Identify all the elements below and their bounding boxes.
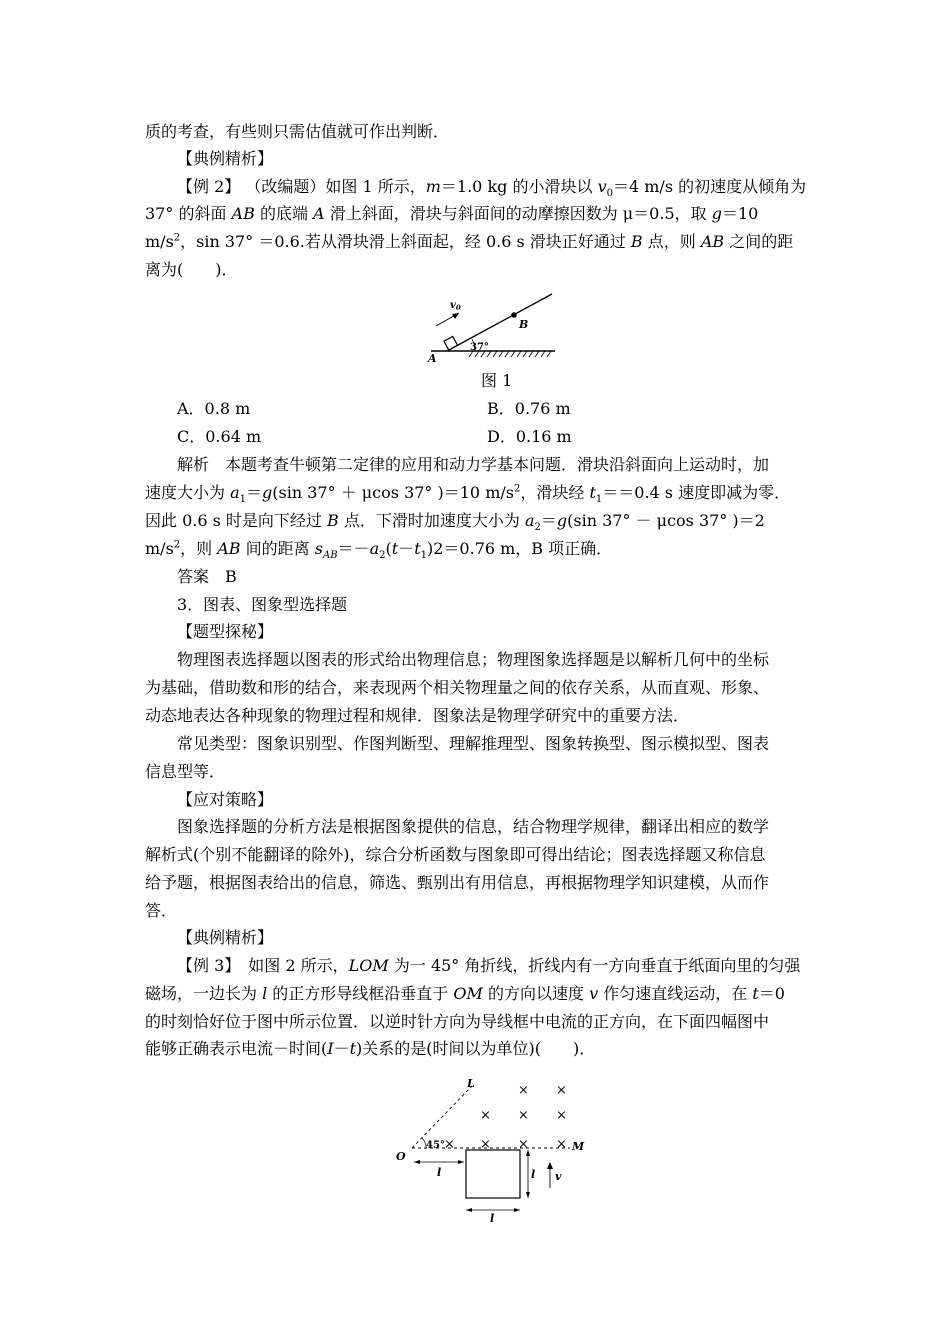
B-label: B [519, 318, 529, 331]
paragraph-line: 答． [145, 901, 178, 920]
cross-mark: × [444, 1137, 455, 1152]
answer-line: 答案 B [177, 567, 237, 586]
cross-mark: × [480, 1137, 491, 1152]
example3-line2: 磁场，一边长为 l 的正方形导线框沿垂直于 OM 的方向以速度 v 作匀速直线运动，在 t＝0 [145, 984, 785, 1003]
paragraph-line: 动态地表达各种现象的物理过程和规律．图象法是物理学研究中的重要方法． [145, 706, 690, 725]
L-label: L [467, 1077, 475, 1090]
paragraph-line: 图象选择题的分析方法是根据图象提供的信息，结合物理学规律，翻译出相应的数学 [177, 817, 770, 836]
square-loop [466, 1150, 520, 1198]
A-label: A [428, 352, 437, 365]
O-label: O [396, 1150, 406, 1163]
solution-line2: 速度大小为 $a_1=g(\sin$ 37° ＋ μcos 37° )＝10 $m/s^2$，滑块经 $t_1==0.4$ s 速度即减为零． [145, 483, 791, 506]
angle-label: 37° [470, 342, 489, 353]
angle-label: 45° [426, 1140, 445, 1151]
paragraph-line: 常见类型：图象识别型、作图判断型、理解推理型、图象转换型、图示模拟型、图表 [177, 734, 770, 753]
paragraph-line: 给予题，根据图表给出的信息，筛选、甄别出有用信息，再根据物理学知识建模，从而作 [145, 873, 770, 892]
example2-line2: 37° 的斜面 AB 的底端 A 滑上斜面，滑块与斜面间的动摩擦因数为 μ＝0.5，取 g＝10 [145, 204, 759, 223]
v-label: v [555, 1170, 562, 1183]
example3-line1: 【例 3】 如图 2 所示，LOM 为一 45° 角折线，折线内有一方向垂直于纸面向里的匀强 [177, 956, 801, 975]
example3-line4: 能够正确表示电流－时间(I－t)关系的是(时间以为单位)( )． [145, 1039, 596, 1058]
example2-line3: $m/s^2$，sin 37° ＝0.6.若从滑块滑上斜面起，经 0.6 s 滑块正好通过 B 点，则 AB 之间的距 [145, 232, 794, 251]
l-label-left: l [437, 1166, 442, 1179]
figure1-caption: 图 1 [481, 371, 513, 390]
example2-line4: 离为( )． [145, 260, 238, 279]
section-heading: 【典例精析】 [177, 149, 274, 168]
cross-mark: × [556, 1083, 567, 1098]
l-label-right: l [531, 1168, 536, 1181]
paragraph-line: 信息型等． [145, 762, 226, 781]
example2-line1: 【例 2】 （改编题）如图 1 所示，m＝1.0 kg 的小滑块以 $v_0=4$ m/s 的初速度从倾角为 [177, 177, 807, 200]
v0-label: $v_0$ [450, 300, 461, 312]
l-label-bottom: l [490, 1212, 495, 1222]
solution-line1: 解析 本题考查牛顿第二定律的应用和动力学基本问题．滑块沿斜面向上运动时，加 [177, 455, 770, 474]
text-line: 质的考查，有些则只需估值就可作出判断． [145, 122, 450, 141]
incline-surface [447, 294, 552, 351]
paragraph-line: 为基础，借助数和形的结合，来表现两个相关物理量之间的依存关系，从而直观、形象、 [145, 678, 770, 697]
cross-mark: × [518, 1108, 529, 1123]
slider-block [444, 336, 458, 350]
option-D: D．0.16 m [487, 427, 572, 446]
cross-mark: × [518, 1137, 529, 1152]
section-heading: 【题型探秘】 [177, 622, 274, 641]
example3-line3: 的时刻恰好位于图中所示位置．以逆时针方向为导线框中电流的正方向，在下面四幅图中 [145, 1012, 770, 1031]
solution-line3: 因此 0.6 s 时是向下经过 B 点．下滑时加速度大小为 $a_2=g(\sin$ 37° － μcos 37° )＝2 [145, 511, 765, 534]
paragraph-line: 解析式(个别不能翻译的除外)，综合分析函数与图象即可得出结论；图表选择题又称信息 [145, 845, 766, 864]
line-OL [412, 1086, 472, 1148]
section-heading: 【典例精析】 [177, 928, 274, 947]
option-B: B．0.76 m [487, 399, 571, 418]
cross-mark: × [480, 1108, 491, 1123]
M-label: M [572, 1140, 585, 1153]
velocity-arrowhead [547, 1162, 553, 1169]
point-B-dot [511, 312, 517, 318]
cross-mark: × [556, 1108, 567, 1123]
field-crosses [444, 1083, 567, 1152]
cross-mark: × [556, 1137, 567, 1152]
option-A: A．0.8 m [177, 399, 251, 418]
cross-mark: × [518, 1083, 529, 1098]
section-heading: 【应对策略】 [177, 790, 274, 809]
solution-line4: $m/s^2$，则 AB 间的距离 $s_{AB}=-a_2(t-t_1)2=0.76$ m，B 项正确． [145, 539, 613, 562]
figure2-magnetic-field [392, 1072, 602, 1222]
figure1-incline [425, 288, 565, 370]
paragraph-line: 物理图表选择题以图表的形式给出物理信息；物理图象选择题是以解析几何中的坐标 [177, 650, 770, 669]
section3-title: 3．图表、图象型选择题 [177, 595, 348, 614]
option-C: C．0.64 m [177, 427, 262, 446]
